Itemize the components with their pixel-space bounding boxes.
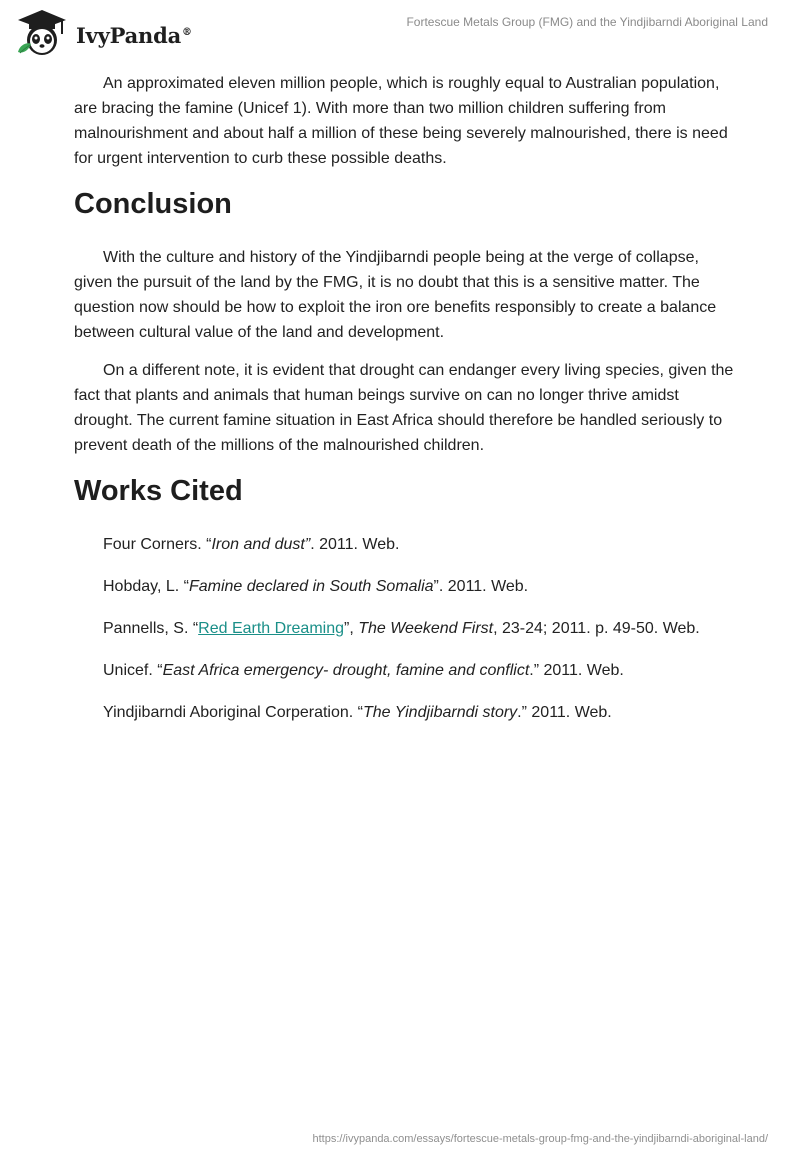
works-cited-heading: Works Cited — [74, 475, 243, 507]
essay-body — [74, 71, 734, 742]
footer-source-url[interactable]: https://ivypanda.com/essays/fortescue-metals-group-fmg-and-the-yindjibarndi-aboriginal-land/ — [312, 1133, 768, 1145]
document-title: Fortescue Metals Group (FMG) and the Yindjibarndi Aboriginal Land — [406, 15, 768, 29]
registered-mark: ® — [182, 26, 192, 38]
citation-item: Hobday, L. “Famine declared in South Somalia”. 2011. Web. — [103, 578, 529, 595]
ivypanda-logo[interactable] — [14, 8, 192, 58]
panda-graduate-icon — [14, 8, 70, 58]
conclusion-heading: Conclusion — [74, 188, 232, 220]
citation-item: Unicef. “East Africa emergency- drought, famine and conflict.” 2011. Web. — [103, 662, 624, 679]
conclusion-paragraph: With the culture and history of the Yindjibarndi people being at the verge of collapse, given the pursuit of the land by the FMG, it is no doubt that this is a sensitive matter. The question now should be how to exploit the iron ore benefits responsibly to create a balance between cultural value of the land and development. — [74, 249, 717, 341]
intro-paragraph: An approximated eleven million people, which is roughly equal to Australian population, are bracing the famine (Unicef 1). With more than two million children suffering from malnourishment and about half a million of these being severely malnourished, there is need for urgent intervention to curb these possible deaths. — [74, 75, 728, 167]
citation-item: Four Corners. “Iron and dust”. 2011. Web. — [103, 536, 400, 553]
citation-item: Pannells, S. “Red Earth Dreaming”, The Weekend First, 23-24; 2011. p. 49-50. Web. — [103, 620, 700, 637]
logo-text: IvyPanda — [76, 22, 182, 48]
conclusion-paragraph: On a different note, it is evident that drought can endanger every living species, given the fact that plants and animals that human beings survive on can no longer thrive amidst drought. The current famine situation in East Africa should therefore be handled seriously to prevent death of the millions of the malnourished children. — [74, 362, 734, 454]
citation-item: Yindjibarndi Aboriginal Corperation. “The Yindjibarndi story.” 2011. Web. — [103, 704, 612, 721]
page-header — [0, 0, 800, 70]
citation-link[interactable]: Red Earth Dreaming — [198, 620, 344, 637]
